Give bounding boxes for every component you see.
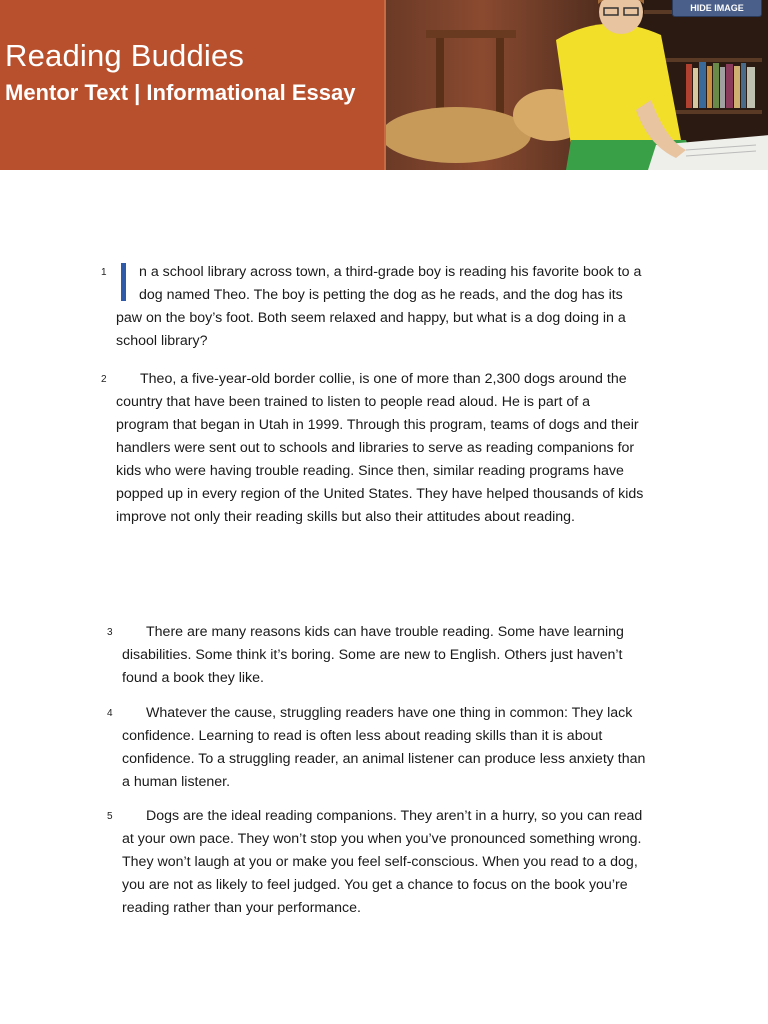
paragraph-number: 4 (107, 708, 113, 719)
paragraph-4: Whatever the cause, struggling readers have one thing in common: They lack confidence. Learning to read is often less about reading skills than it is about confidence. To a struggling reader, an animal listener can produce less anxiety than a human listener. (122, 705, 646, 790)
hide-image-button[interactable]: HIDE IMAGE (672, 0, 762, 17)
paragraph-number: 3 (107, 627, 113, 638)
boy-reading-to-dog-image (386, 0, 768, 170)
header-photo (384, 0, 768, 170)
paragraph-5: Dogs are the ideal reading companions. They aren’t in a hurry, so you can read at your own pace. They won’t stop you when you’ve pronounced something wrong. They won’t laugh at you or make you feel self-conscious. When you read to a dog, you are not as likely to feel judged. You get a chance to focus on the book you’re reading rather than your performance. (122, 808, 643, 916)
paragraph-number: 5 (107, 811, 113, 822)
paragraph-1: n a school library across town, a third-grade boy is reading his favorite book to a dog named Theo. The boy is petting the dog as he reads, and the dog has its paw on the boy’s foot. Both seem relaxed and happy, but what is a dog doing in a school library? (116, 264, 642, 349)
page-title: Reading Buddies (5, 38, 245, 73)
paragraph-2: Theo, a five-year-old border collie, is one of more than 2,300 dogs around the country that have been trained to listen to people read aloud. He is part of a program that began in Utah in 1999. Through this program, teams of dogs and their handlers were sent out to schools and libraries to serve as reading companions for kids who were having trouble reading. Since then, similar reading programs have popped up in every region of the United States. They have helped thousands of kids improve not only their reading skills but also their attitudes about reading. (116, 371, 644, 525)
paragraph-3: There are many reasons kids can have trouble reading. Some have learning disabilities. Some think it’s boring. Some are new to English. Others just haven’t found a book they like. (122, 624, 624, 686)
paragraph-number: 2 (101, 374, 107, 385)
drop-cap-bar (121, 263, 126, 301)
paragraph-number: 1 (101, 267, 107, 278)
header-banner (0, 0, 768, 170)
page-subtitle: Mentor Text | Informational Essay (5, 80, 356, 105)
